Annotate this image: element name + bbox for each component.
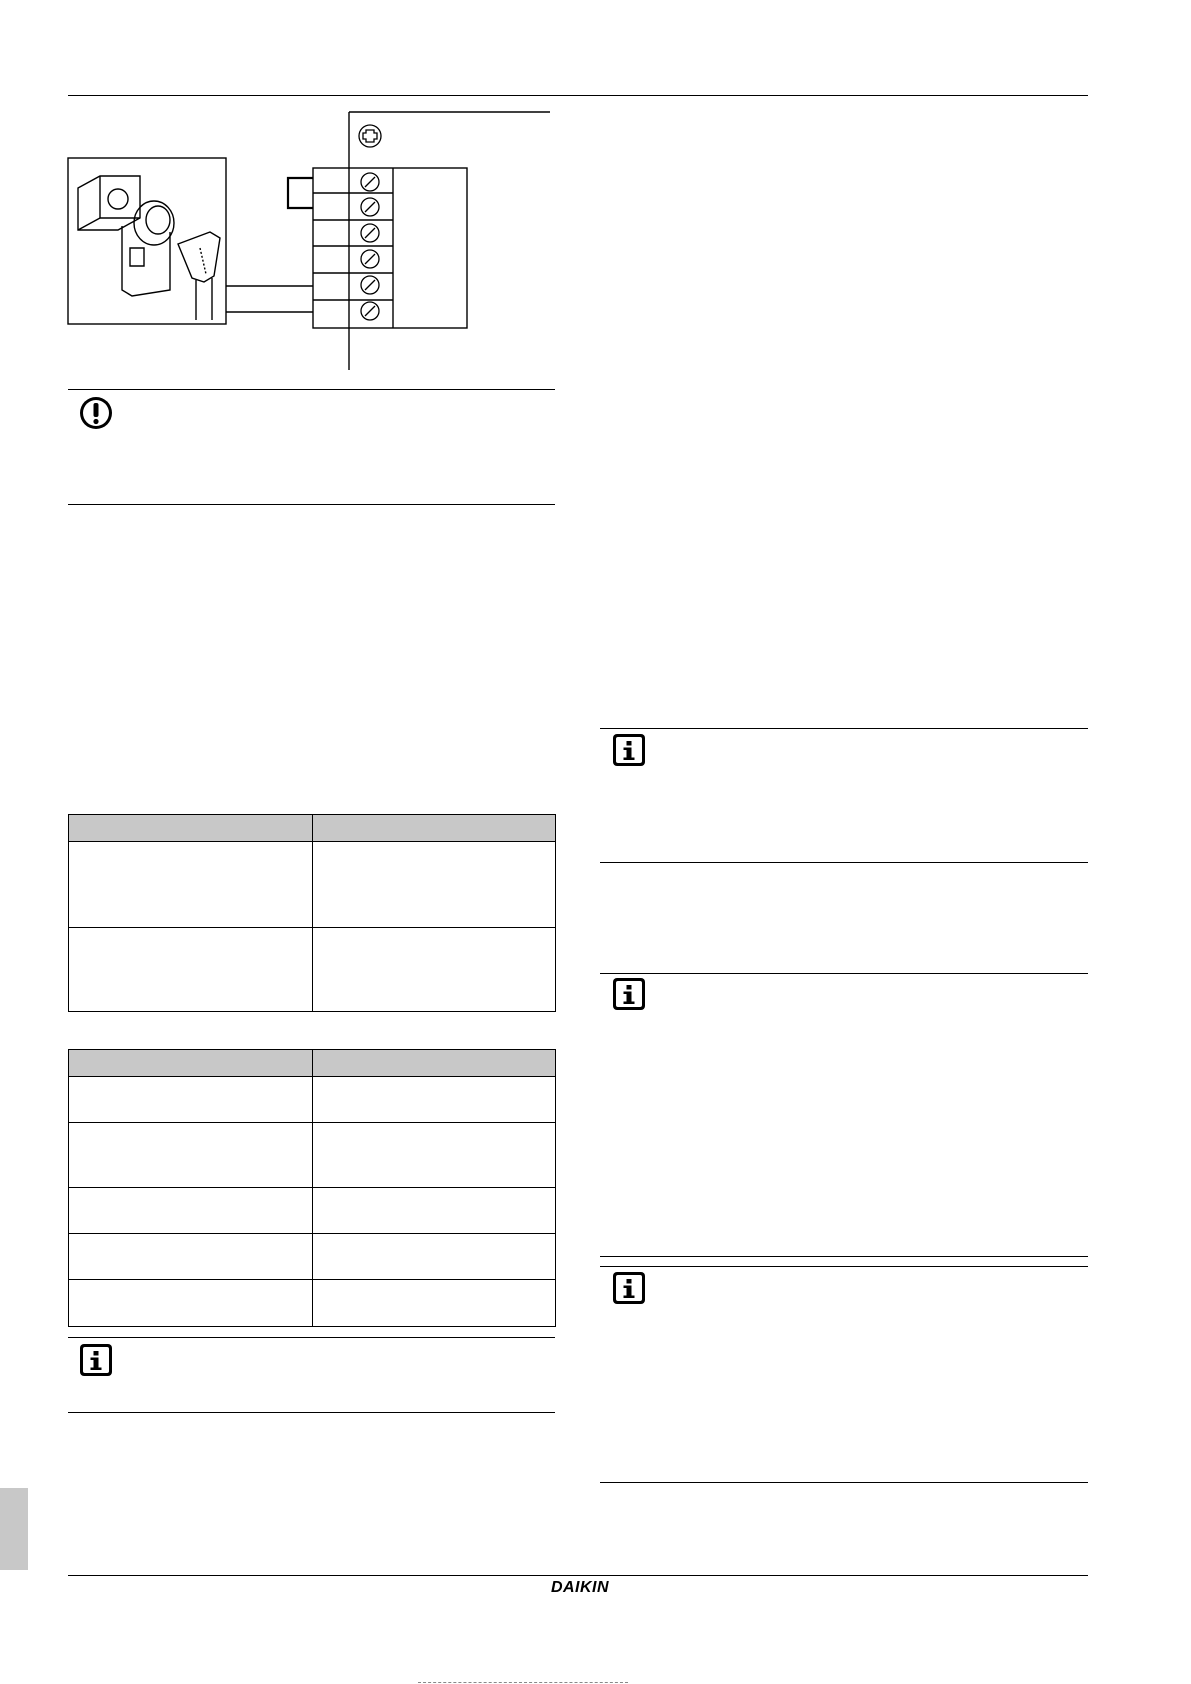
header-rule xyxy=(68,95,1088,96)
wiring-diagram xyxy=(60,108,560,378)
info-top-rule xyxy=(600,1266,1088,1267)
table-row xyxy=(69,927,555,928)
notice-top-rule xyxy=(68,389,555,390)
info-bottom-rule xyxy=(600,1256,1088,1257)
info-bottom-rule xyxy=(68,1412,555,1413)
earth-screw-icon xyxy=(359,125,381,147)
notice-bottom-rule xyxy=(68,504,555,505)
data-table xyxy=(68,1049,556,1327)
table-row xyxy=(69,1122,555,1123)
table-row xyxy=(69,1187,555,1188)
information-icon xyxy=(612,733,646,767)
information-icon xyxy=(612,1271,646,1305)
brand-logo: DAIKIN xyxy=(550,1579,610,1596)
info-top-rule xyxy=(600,973,1088,974)
page-edge-marker xyxy=(418,1682,628,1683)
footer-rule xyxy=(68,1575,1088,1576)
info-bottom-rule xyxy=(600,862,1088,863)
chapter-side-tab xyxy=(0,1488,28,1570)
info-top-rule xyxy=(600,728,1088,729)
information-icon xyxy=(612,977,646,1011)
data-table xyxy=(68,814,556,1012)
table-row xyxy=(69,1279,555,1280)
notice-exclamation-icon xyxy=(78,395,114,431)
table-row xyxy=(69,1233,555,1234)
information-icon xyxy=(79,1343,113,1377)
info-bottom-rule xyxy=(600,1482,1088,1483)
info-top-rule xyxy=(68,1337,555,1338)
